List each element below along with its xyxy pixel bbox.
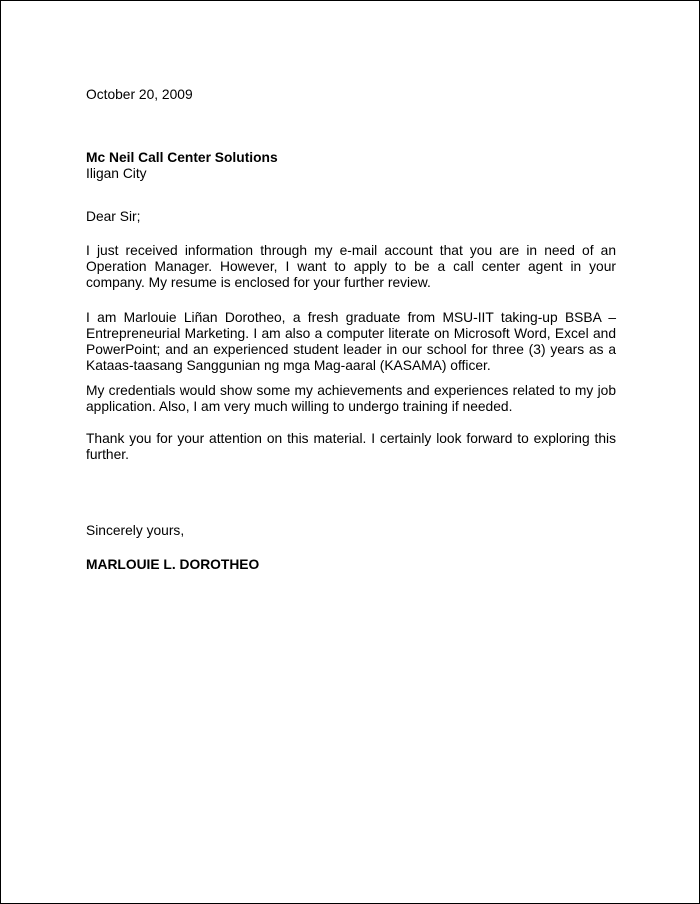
recipient-city: Iligan City: [86, 166, 147, 181]
recipient-name: Mc Neil Call Center Solutions: [86, 150, 278, 165]
paragraph-1: I just received information through my e-mail account that you are in need of an Operation Manager. However, I want to apply to be a call center agent in your company. My resume is enclosed for your further review.: [86, 243, 616, 290]
paragraph-4: Thank you for your attention on this material. I certainly look forward to exploring this further.: [86, 431, 616, 462]
letter-date: October 20, 2009: [86, 87, 193, 102]
signature-name: MARLOUIE L. DOROTHEO: [86, 557, 260, 572]
paragraph-2: I am Marlouie Liñan Dorotheo, a fresh graduate from MSU-IIT taking-up BSBA – Entrepreneurial Marketing. I am also a computer literate on Microsoft Word, Excel and PowerPoint; and an experienced student leader in our school for three (3) years as a Kataas-taasang Sanggunian ng mga Mag-aaral (KASAMA) officer.: [86, 310, 616, 373]
closing: Sincerely yours,: [86, 523, 185, 538]
salutation: Dear Sir;: [86, 209, 141, 224]
paragraph-3: My credentials would show some my achievements and experiences related to my job application. Also, I am very much willing to undergo training if needed.: [86, 383, 616, 414]
